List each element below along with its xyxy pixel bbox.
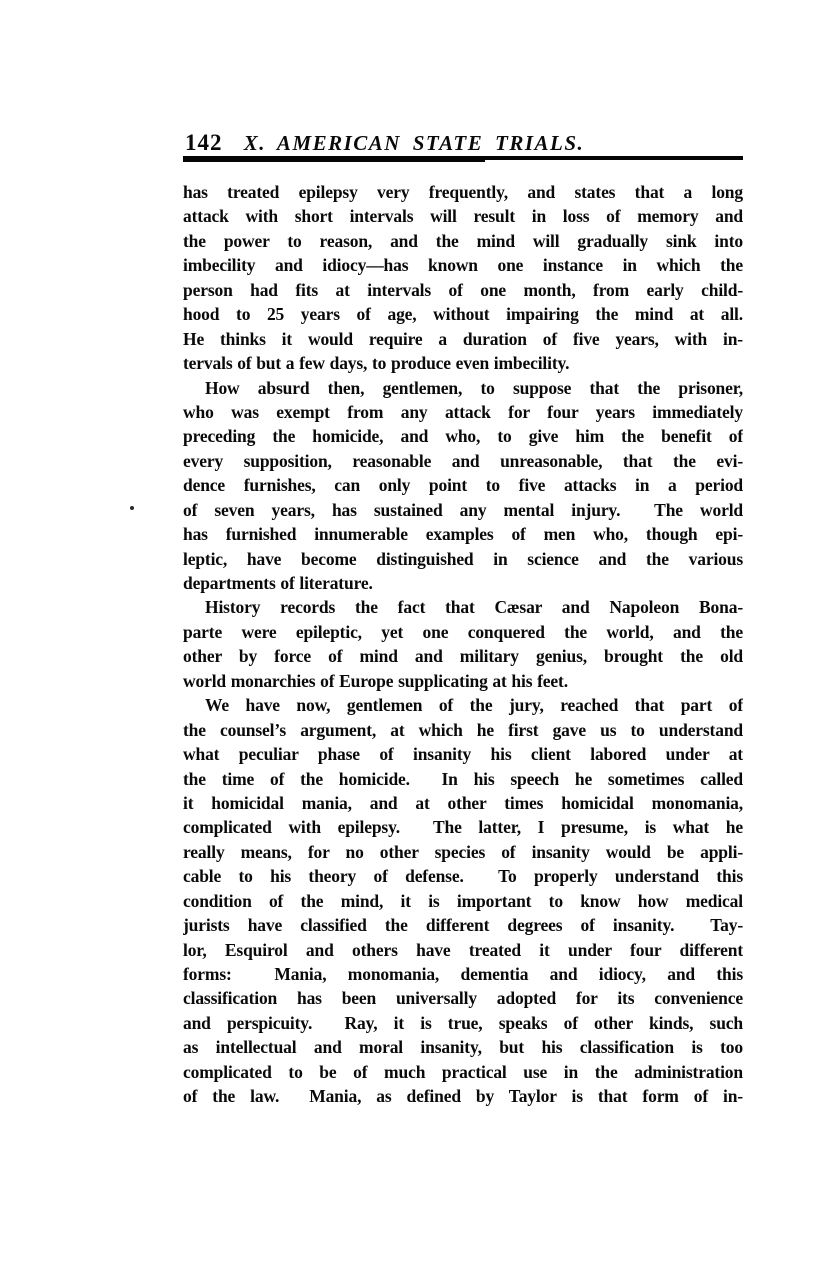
text-line: who was exempt from any attack for four years immediately [183, 401, 743, 422]
paragraph [183, 693, 743, 1108]
text-line: attack with short intervals will result in loss of memory and [183, 206, 743, 227]
text-line: imbecility and idiocy—has known one instance in which the [183, 255, 743, 276]
text-line: the power to reason, and the mind will gradually sink into [183, 230, 743, 251]
text-line: He thinks it would require a duration of five years, with in- [183, 328, 743, 349]
text-line: has treated epilepsy very frequently, and states that a long [183, 182, 743, 202]
text-line: classification has been universally adopted for its convenience [183, 988, 743, 1009]
text-line: We have now, gentlemen of the jury, reached that part of [205, 695, 743, 716]
text-line: jurists have classified the different degrees of insanity. Tay- [183, 915, 743, 936]
text-line: tervals of but a few days, to produce even imbecility. [183, 353, 570, 374]
text-line: parte were epileptic, yet one conquered the world, and the [183, 621, 743, 642]
text-line: really means, for no other species of insanity would be appli- [183, 841, 743, 862]
ink-speck [130, 506, 134, 510]
text-line: every supposition, reasonable and unreasonable, that the evi- [183, 450, 743, 471]
paragraph [183, 595, 743, 693]
text-line: other by force of mind and military genius, brought the old [183, 646, 743, 667]
text-line: departments of literature. [183, 573, 373, 593]
text-line: of the law. Mania, as defined by Taylor is that form of in- [183, 1086, 743, 1107]
text-line: complicated with epilepsy. The latter, I presume, is what he [183, 817, 743, 838]
text-line: lor, Esquirol and others have treated it under four different [183, 939, 743, 960]
header-rule [183, 156, 743, 162]
text-line: condition of the mind, it is important to know how medical [183, 890, 743, 911]
paragraph [183, 376, 743, 596]
text-line: has furnished innumerable examples of men who, though epi- [183, 524, 743, 545]
text-line: cable to his theory of defense. To properly understand this [183, 866, 743, 887]
page-header [183, 130, 745, 156]
running-head: X. AMERICAN STATE TRIALS. [243, 131, 585, 155]
text-line: complicated to be of much practical use in the administration [183, 1061, 743, 1082]
page-number: 142 [185, 130, 223, 155]
body-text [183, 180, 743, 1109]
text-line: person had fits at intervals of one month, from early child- [183, 279, 743, 300]
text-line: leptic, have become distinguished in science and the various [183, 548, 743, 569]
text-line: hood to 25 years of age, without impairing the mind at all. [183, 304, 743, 325]
text-line: History records the fact that Cæsar and Napoleon Bona- [205, 597, 743, 618]
text-line: preceding the homicide, and who, to give him the benefit of [183, 426, 743, 447]
paragraph [183, 180, 743, 376]
text-line: it homicidal mania, and at other times homicidal monomania, [183, 792, 743, 813]
text-line: world monarchies of Europe supplicating at his feet. [183, 670, 568, 691]
text-line: what peculiar phase of insanity his client labored under at [183, 744, 743, 765]
text-line: the time of the homicide. In his speech he sometimes called [183, 768, 743, 789]
text-line: as intellectual and moral insanity, but his classification is too [183, 1037, 743, 1058]
text-line: and perspicuity. Ray, it is true, speaks of other kinds, such [183, 1012, 743, 1033]
text-line: of seven years, has sustained any mental injury. The world [183, 499, 743, 520]
text-line: forms: Mania, monomania, dementia and idiocy, and this [183, 964, 743, 984]
text-line: the counsel’s argument, at which he first gave us to understand [183, 719, 743, 740]
text-line: dence furnishes, can only point to five attacks in a period [183, 475, 743, 496]
text-line: How absurd then, gentlemen, to suppose that the prisoner, [205, 377, 743, 398]
